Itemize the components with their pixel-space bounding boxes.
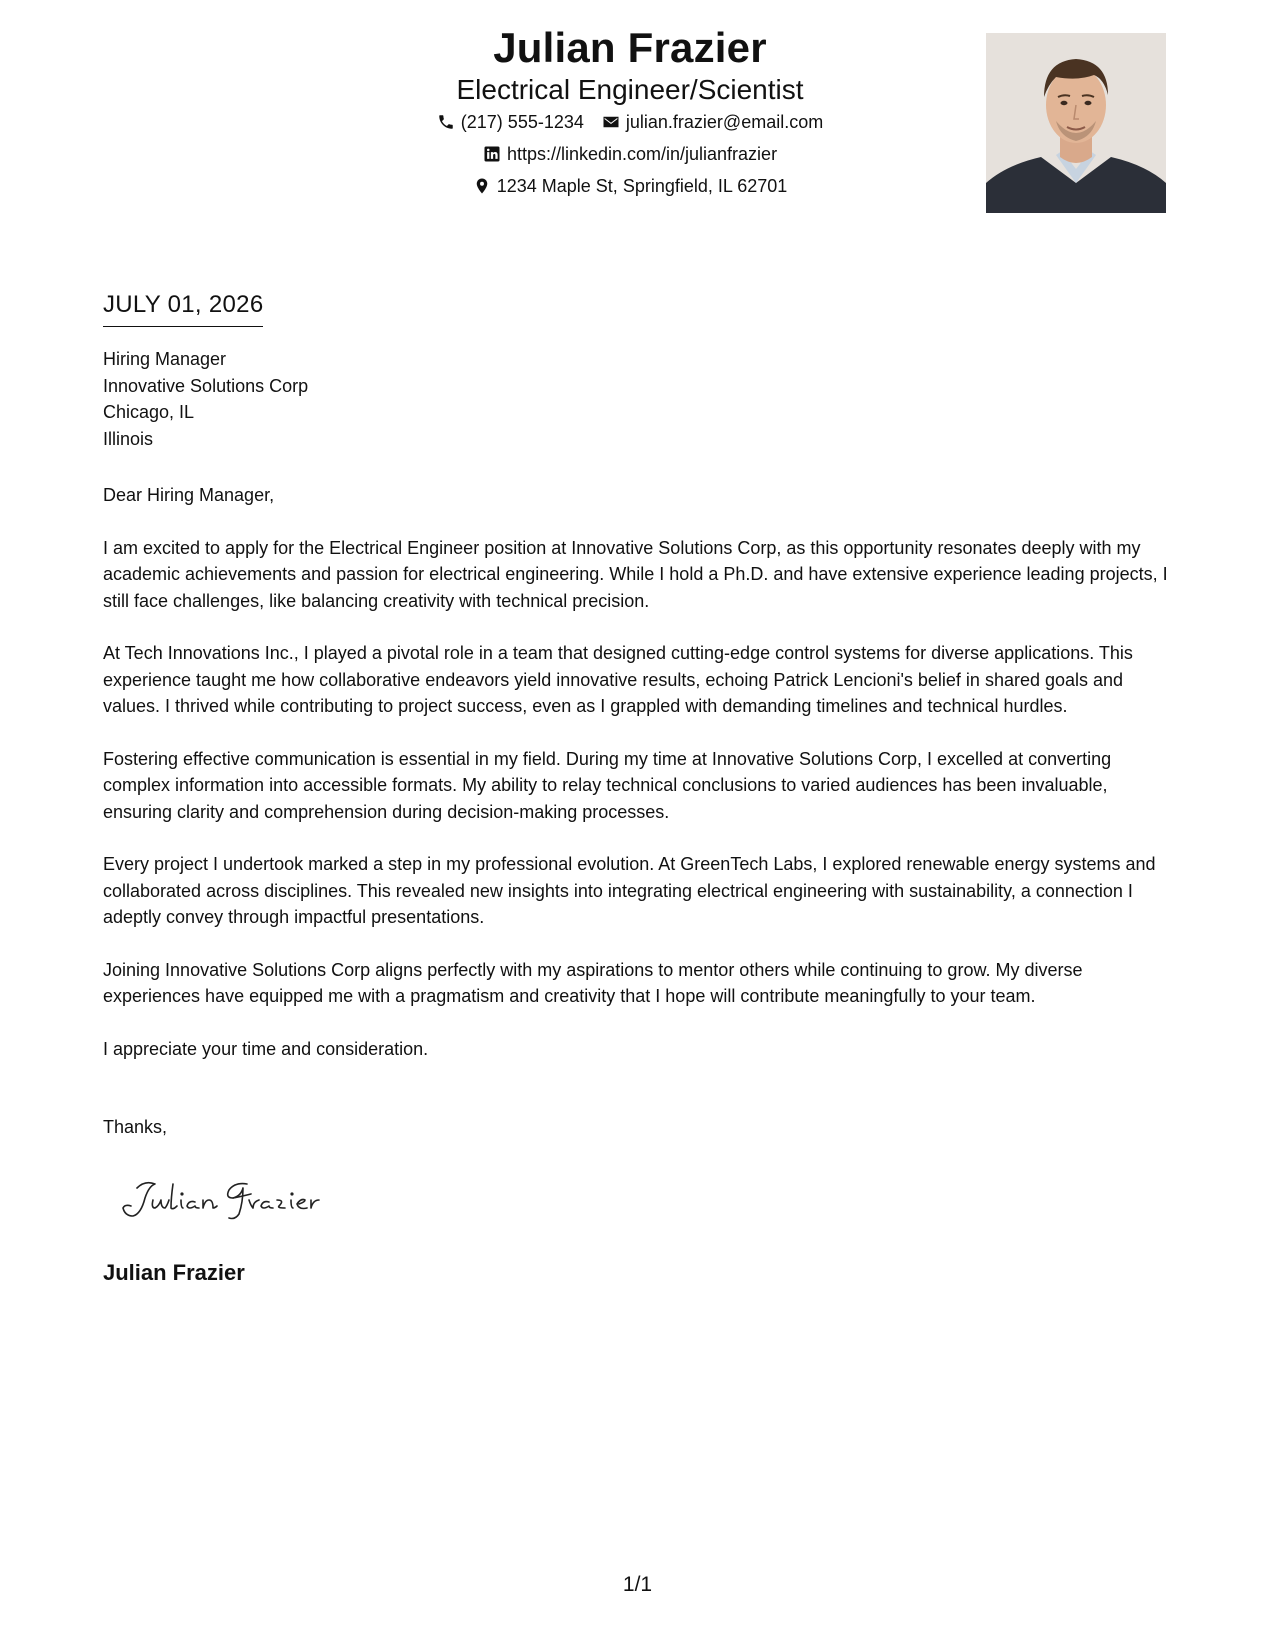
- phone-icon: [437, 113, 455, 131]
- contact-line-address: [345, 170, 915, 202]
- signer-name: Julian Frazier: [103, 1260, 245, 1285]
- linkedin-text[interactable]: https://linkedin.com/in/julianfrazier: [506, 144, 778, 164]
- paragraph: I appreciate your time and consideration.: [103, 1038, 429, 1059]
- header-info: [345, 22, 915, 202]
- email-text[interactable]: julian.frazier@email.com: [625, 112, 824, 132]
- salutation: Dear Hiring Manager,: [103, 485, 275, 505]
- linkedin-icon: [483, 145, 501, 163]
- letter-date: JULY 01, 2026: [103, 288, 263, 327]
- recipient-line: Innovative Solutions Corp: [103, 375, 309, 396]
- contact-phone: [437, 106, 584, 138]
- applicant-name: Julian Frazier: [493, 24, 767, 71]
- address-text: 1234 Maple St, Springfield, IL 62701: [496, 176, 788, 196]
- contact-line-phone-email: [345, 106, 915, 138]
- letter-header: [0, 22, 1275, 222]
- letter-body: [103, 482, 1178, 1088]
- phone-text: (217) 555-1234: [460, 112, 584, 132]
- page-number: 1/1: [622, 1573, 653, 1596]
- envelope-icon: [602, 113, 620, 131]
- contact-linkedin[interactable]: [483, 138, 777, 170]
- recipient-block: [103, 346, 308, 452]
- paragraph: Fostering effective communication is essential in my field. During my time at Innovative Solutions Corp, I excelled at converting complex information into accessible formats. My ability to relay technical conclusions to varied audiences has been invaluable, ensuring clarity and comprehension during decision-making processes.: [103, 748, 1112, 822]
- contact-address: [473, 170, 788, 202]
- paragraph: I am excited to apply for the Electrical Engineer position at Innovative Solutions Corp, as this opportunity resonates deeply with my academic achievements and passion for electrical engineering. While I hold a Ph.D. and have extensive experience leading projects, I still face challenges, like balancing creativity with technical precision.: [103, 537, 1168, 611]
- profile-photo: [986, 33, 1166, 213]
- applicant-title: Electrical Engineer/Scientist: [456, 74, 804, 105]
- paragraph: At Tech Innovations Inc., I played a pivotal role in a team that designed cutting-edge control systems for diverse applications. This experience taught me how collaborative endeavors yield innovative results, echoing Patrick Lencioni's belief in shared goals and values. I thrived while contributing to project success, even as I grappled with demanding timelines and technical hurdles.: [103, 643, 1133, 716]
- contact-line-linkedin: [345, 138, 915, 170]
- signature-image: [115, 1170, 355, 1230]
- closing: Thanks,: [103, 1117, 168, 1137]
- recipient-line: Chicago, IL: [103, 402, 195, 422]
- recipient-line: Illinois: [103, 428, 154, 449]
- contact-email[interactable]: [602, 106, 823, 138]
- map-pin-icon: [473, 177, 491, 195]
- paragraph: Joining Innovative Solutions Corp aligns perfectly with my aspirations to mentor others while continuing to grow. My diverse experiences have equipped me with a pragmatism and creativity that I hope will contribute meaningfully to your team.: [103, 959, 1083, 1006]
- recipient-line: Hiring Manager: [103, 349, 227, 369]
- paragraph: Every project I undertook marked a step in my professional evolution. At GreenTech Labs, I explored renewable energy systems and collaborated across disciplines. This revealed new insights into integrating electrical engineering with sustainability, a connection I adeptly convey through impactful presentations.: [103, 854, 1156, 927]
